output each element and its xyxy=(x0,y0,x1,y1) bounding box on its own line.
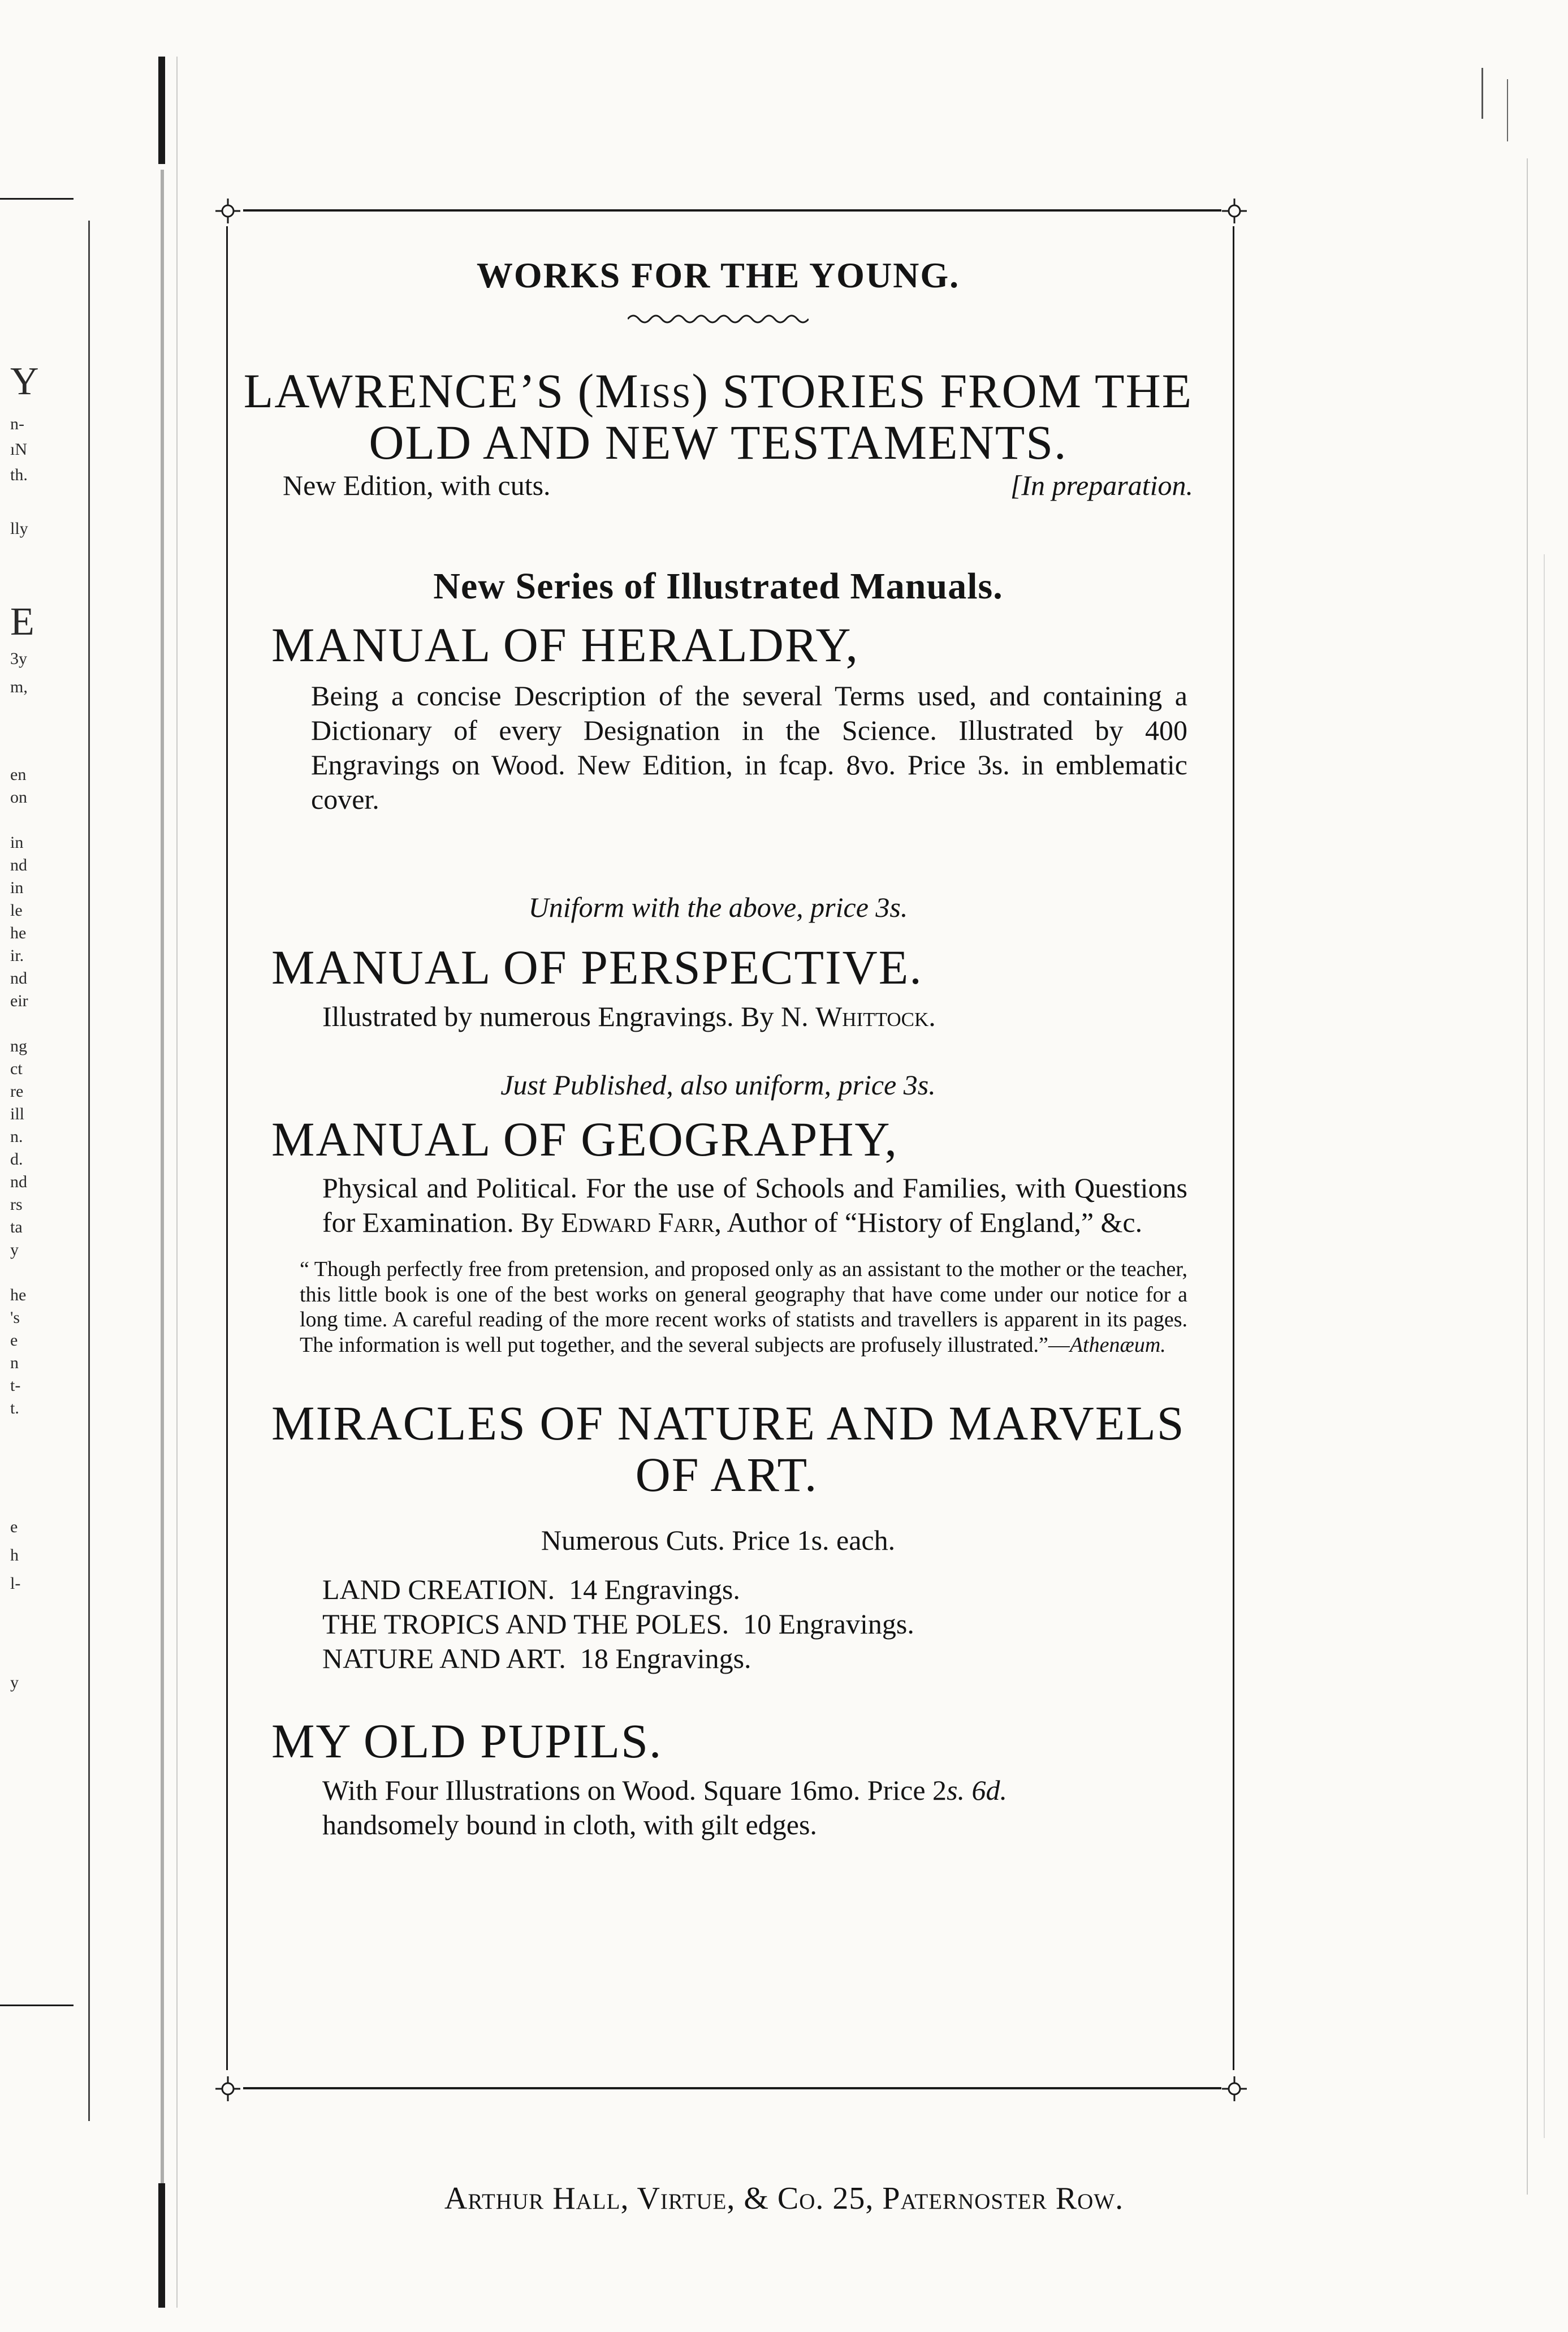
entry-title: MY OLD PUPILS. xyxy=(271,1714,663,1769)
desc-part: Physical and Political. For the use of Schools and Families, with Questions for Examination. By xyxy=(322,1171,1187,1238)
list-item xyxy=(322,1572,1210,1607)
entry-description xyxy=(226,1165,1210,1240)
review-source: Athenæum. xyxy=(1069,1333,1166,1357)
publisher-imprint: Arthur Hall, Virtue, & Co. 25, Paternoster Row. xyxy=(444,2181,1124,2216)
fragment: eir xyxy=(10,992,28,1010)
left-frame-partial xyxy=(0,198,113,2121)
gutter-shadow xyxy=(141,57,209,2308)
fragment: ill xyxy=(10,1105,25,1123)
entry-description xyxy=(226,1768,1210,1842)
entry-edition-row xyxy=(226,468,1210,503)
entry-title: MANUAL OF HERALDRY, xyxy=(271,618,859,673)
fragment: ct xyxy=(10,1059,23,1078)
item-name: LAND CREATION. xyxy=(322,1574,555,1606)
desc-part: Illustrated by numerous Engravings. By N. xyxy=(322,1000,816,1032)
fragment: e xyxy=(10,1331,18,1350)
fragment: th. xyxy=(10,465,28,484)
fragment: nd xyxy=(10,1173,27,1191)
entry-title: MIRACLES OF NATURE AND MARVELS xyxy=(271,1396,1185,1451)
fragment: 's xyxy=(10,1308,20,1327)
entry-title-line2: OLD AND NEW TESTAMENTS. xyxy=(369,415,1068,470)
entry-title-line2: OF ART. xyxy=(635,1447,818,1502)
fragment: ıN xyxy=(10,440,27,459)
item-name: NATURE AND ART. xyxy=(322,1643,566,1675)
item-detail: 10 Engravings. xyxy=(743,1608,914,1640)
wavy-rule-icon xyxy=(628,312,809,326)
entry-miracles xyxy=(226,1398,1210,1676)
price-note: Uniform with the above, price 3s. xyxy=(528,891,908,924)
edition-note: New Edition, with cuts. xyxy=(283,469,551,502)
desc-part: . xyxy=(928,1000,936,1032)
fragment: rs xyxy=(10,1195,23,1214)
fragment: en xyxy=(10,765,27,784)
author-name: Edward Farr xyxy=(561,1206,715,1238)
entry-title xyxy=(226,365,1210,417)
price-note: Just Published, also uniform, price 3s. xyxy=(500,1068,936,1101)
fragment: e xyxy=(10,1518,18,1536)
status-note: [In preparation. xyxy=(1010,469,1193,502)
entry-geography xyxy=(226,1068,1210,1358)
desc-part: handsomely bound in cloth, with gilt edges. xyxy=(322,1808,817,1840)
item-detail: 18 Engravings. xyxy=(580,1643,751,1675)
review-text: “ Though perfectly free from pretension, and proposed only as an assistant to the mother or the teacher, this little book is one of the best works on general geography that have come under our notice for a long time. A careful reading of the more recent works of statists and travellers is apparent in its pages. The information is well put together, and the several subjects are profusely illustrated.”— xyxy=(300,1257,1187,1357)
fragment: y xyxy=(10,1240,19,1259)
fragment: m, xyxy=(10,678,28,696)
fragment: in xyxy=(10,878,24,897)
fragment: nd xyxy=(10,969,27,988)
fragment: on xyxy=(10,788,27,807)
fragment: t- xyxy=(10,1376,21,1395)
fragment: t. xyxy=(10,1399,19,1417)
advertisement-panel xyxy=(226,215,1210,1842)
entry-description xyxy=(226,994,1210,1034)
series-heading: New Series of Illustrated Manuals. xyxy=(433,566,1003,607)
list-item xyxy=(322,1607,1210,1641)
list-item xyxy=(322,1641,1210,1676)
entry-title: MANUAL OF GEOGRAPHY, xyxy=(271,1111,898,1166)
fragment: ta xyxy=(10,1218,23,1236)
right-edge-speckle xyxy=(1397,45,1566,2330)
fragment: y xyxy=(10,1673,19,1692)
fragment: n- xyxy=(10,415,24,433)
fragment: ir. xyxy=(10,946,24,965)
series-list xyxy=(226,1558,1210,1676)
fragment: re xyxy=(10,1082,24,1101)
fragment: h xyxy=(10,1546,19,1564)
price-value: s. 6d. xyxy=(947,1774,1008,1806)
fragment: d. xyxy=(10,1150,23,1169)
fragment: lly xyxy=(10,519,28,538)
price-note: Numerous Cuts. Price 1s. each. xyxy=(541,1524,896,1557)
fragment: he xyxy=(10,924,27,942)
review-quote xyxy=(226,1240,1210,1358)
corner-ornament-icon xyxy=(1219,2073,1250,2105)
fragment: n xyxy=(10,1353,19,1372)
entry-title: MANUAL OF PERSPECTIVE. xyxy=(271,940,923,995)
title-part: Miss xyxy=(595,364,692,418)
item-detail: 14 Engravings. xyxy=(569,1574,740,1606)
item-name: THE TROPICS AND THE POLES. xyxy=(322,1608,729,1640)
fragment: he xyxy=(10,1286,27,1304)
fragment: ng xyxy=(10,1037,27,1055)
entry-lawrence xyxy=(226,365,1210,503)
entry-perspective xyxy=(226,890,1210,1033)
title-part: LAWRENCE’S ( xyxy=(243,364,595,418)
entry-description: Being a concise Description of the several Terms used, and containing a Dictionary of every Designation in the Science. Illustrated by 400 Engravings on Wood. New Edition, in fcap. 8vo. Price 3s. in emblematic cover. xyxy=(311,680,1187,816)
corner-ornament-icon xyxy=(212,2073,244,2105)
fragment: E xyxy=(10,600,34,644)
entry-pupils xyxy=(226,1715,1210,1842)
fragment: in xyxy=(10,833,24,852)
desc-part: With Four Illustrations on Wood. Square 16mo. Price 2 xyxy=(322,1774,947,1806)
fragment: 3y xyxy=(10,649,27,668)
fragment: n. xyxy=(10,1127,23,1146)
author-name: Whittock xyxy=(815,1000,929,1032)
page-title: WORKS FOR THE YOUNG. xyxy=(476,255,960,295)
fragment: le xyxy=(10,901,23,920)
fragment: Y xyxy=(10,360,39,403)
entry-heraldry xyxy=(226,619,1210,817)
title-part: ) STORIES FROM THE xyxy=(692,364,1193,418)
desc-part: , Author of “History of England,” &c. xyxy=(714,1206,1143,1238)
corner-ornament-icon xyxy=(1219,195,1250,227)
fragment: l- xyxy=(10,1574,21,1593)
fragment: nd xyxy=(10,856,27,874)
